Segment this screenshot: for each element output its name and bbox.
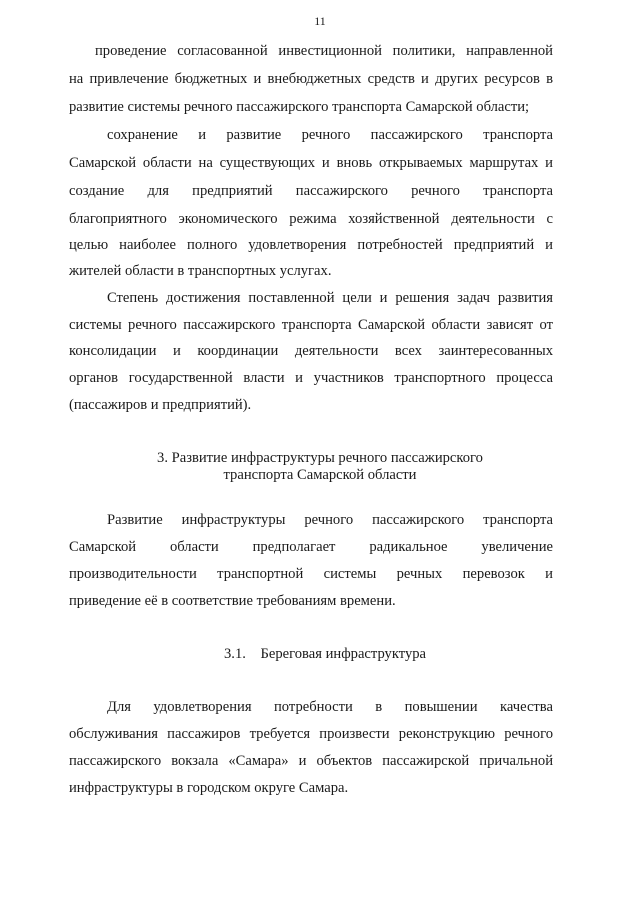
- paragraph-line: благоприятного экономического режима хозяйственной деятельности с: [69, 211, 553, 227]
- section-heading: транспорта Самарской области: [223, 467, 417, 483]
- paragraph-line: приведение её в соответствие требованиям времени.: [69, 593, 396, 609]
- paragraph-line: целью наиболее полного удовлетворения потребностей предприятий и: [69, 237, 553, 253]
- paragraph-line: (пассажиров и предприятий).: [69, 397, 252, 413]
- subsection-heading: 3.1. Береговая инфраструктура: [224, 646, 427, 662]
- paragraph-line: на привлечение бюджетных и внебюджетных средств и других ресурсов в: [69, 71, 553, 87]
- paragraph-line: Для удовлетворения потребности в повышении качества: [107, 699, 553, 715]
- paragraph-line: пассажирского вокзала «Самара» и объектов пассажирской причальной: [69, 753, 553, 769]
- paragraph-line: консолидации и координации деятельности всех заинтересованных: [69, 343, 553, 359]
- paragraph-line: развитие системы речного пассажирского транспорта Самарской области;: [69, 99, 530, 115]
- paragraph-line: производительности транспортной системы речных перевозок и: [69, 566, 553, 582]
- paragraph-line: создание для предприятий пассажирского речного транспорта: [69, 183, 553, 199]
- page-number: 11: [314, 14, 326, 28]
- paragraph-line: органов государственной власти и участников транспортного процесса: [69, 370, 553, 386]
- paragraph-line: жителей области в транспортных услугах.: [69, 263, 332, 279]
- paragraph-line: Развитие инфраструктуры речного пассажирского транспорта: [107, 512, 553, 528]
- paragraph-line: обслуживания пассажиров требуется произвести реконструкцию речного: [69, 726, 553, 742]
- paragraph-line: сохранение и развитие речного пассажирского транспорта: [107, 127, 553, 143]
- paragraph-line: системы речного пассажирского транспорта Самарской области зависят от: [69, 317, 553, 333]
- paragraph-line: Самарской области на существующих и вновь открываемых маршрутах и: [69, 155, 553, 171]
- paragraph-line: проведение согласованной инвестиционной политики, направленной: [95, 43, 553, 59]
- paragraph-line: Самарской области предполагает радикальное увеличение: [69, 539, 553, 555]
- paragraph-line: Степень достижения поставленной цели и решения задач развития: [107, 290, 553, 306]
- section-heading: 3. Развитие инфраструктуры речного пассажирского: [157, 450, 483, 466]
- paragraph-line: инфраструктуры в городском округе Самара.: [69, 780, 349, 796]
